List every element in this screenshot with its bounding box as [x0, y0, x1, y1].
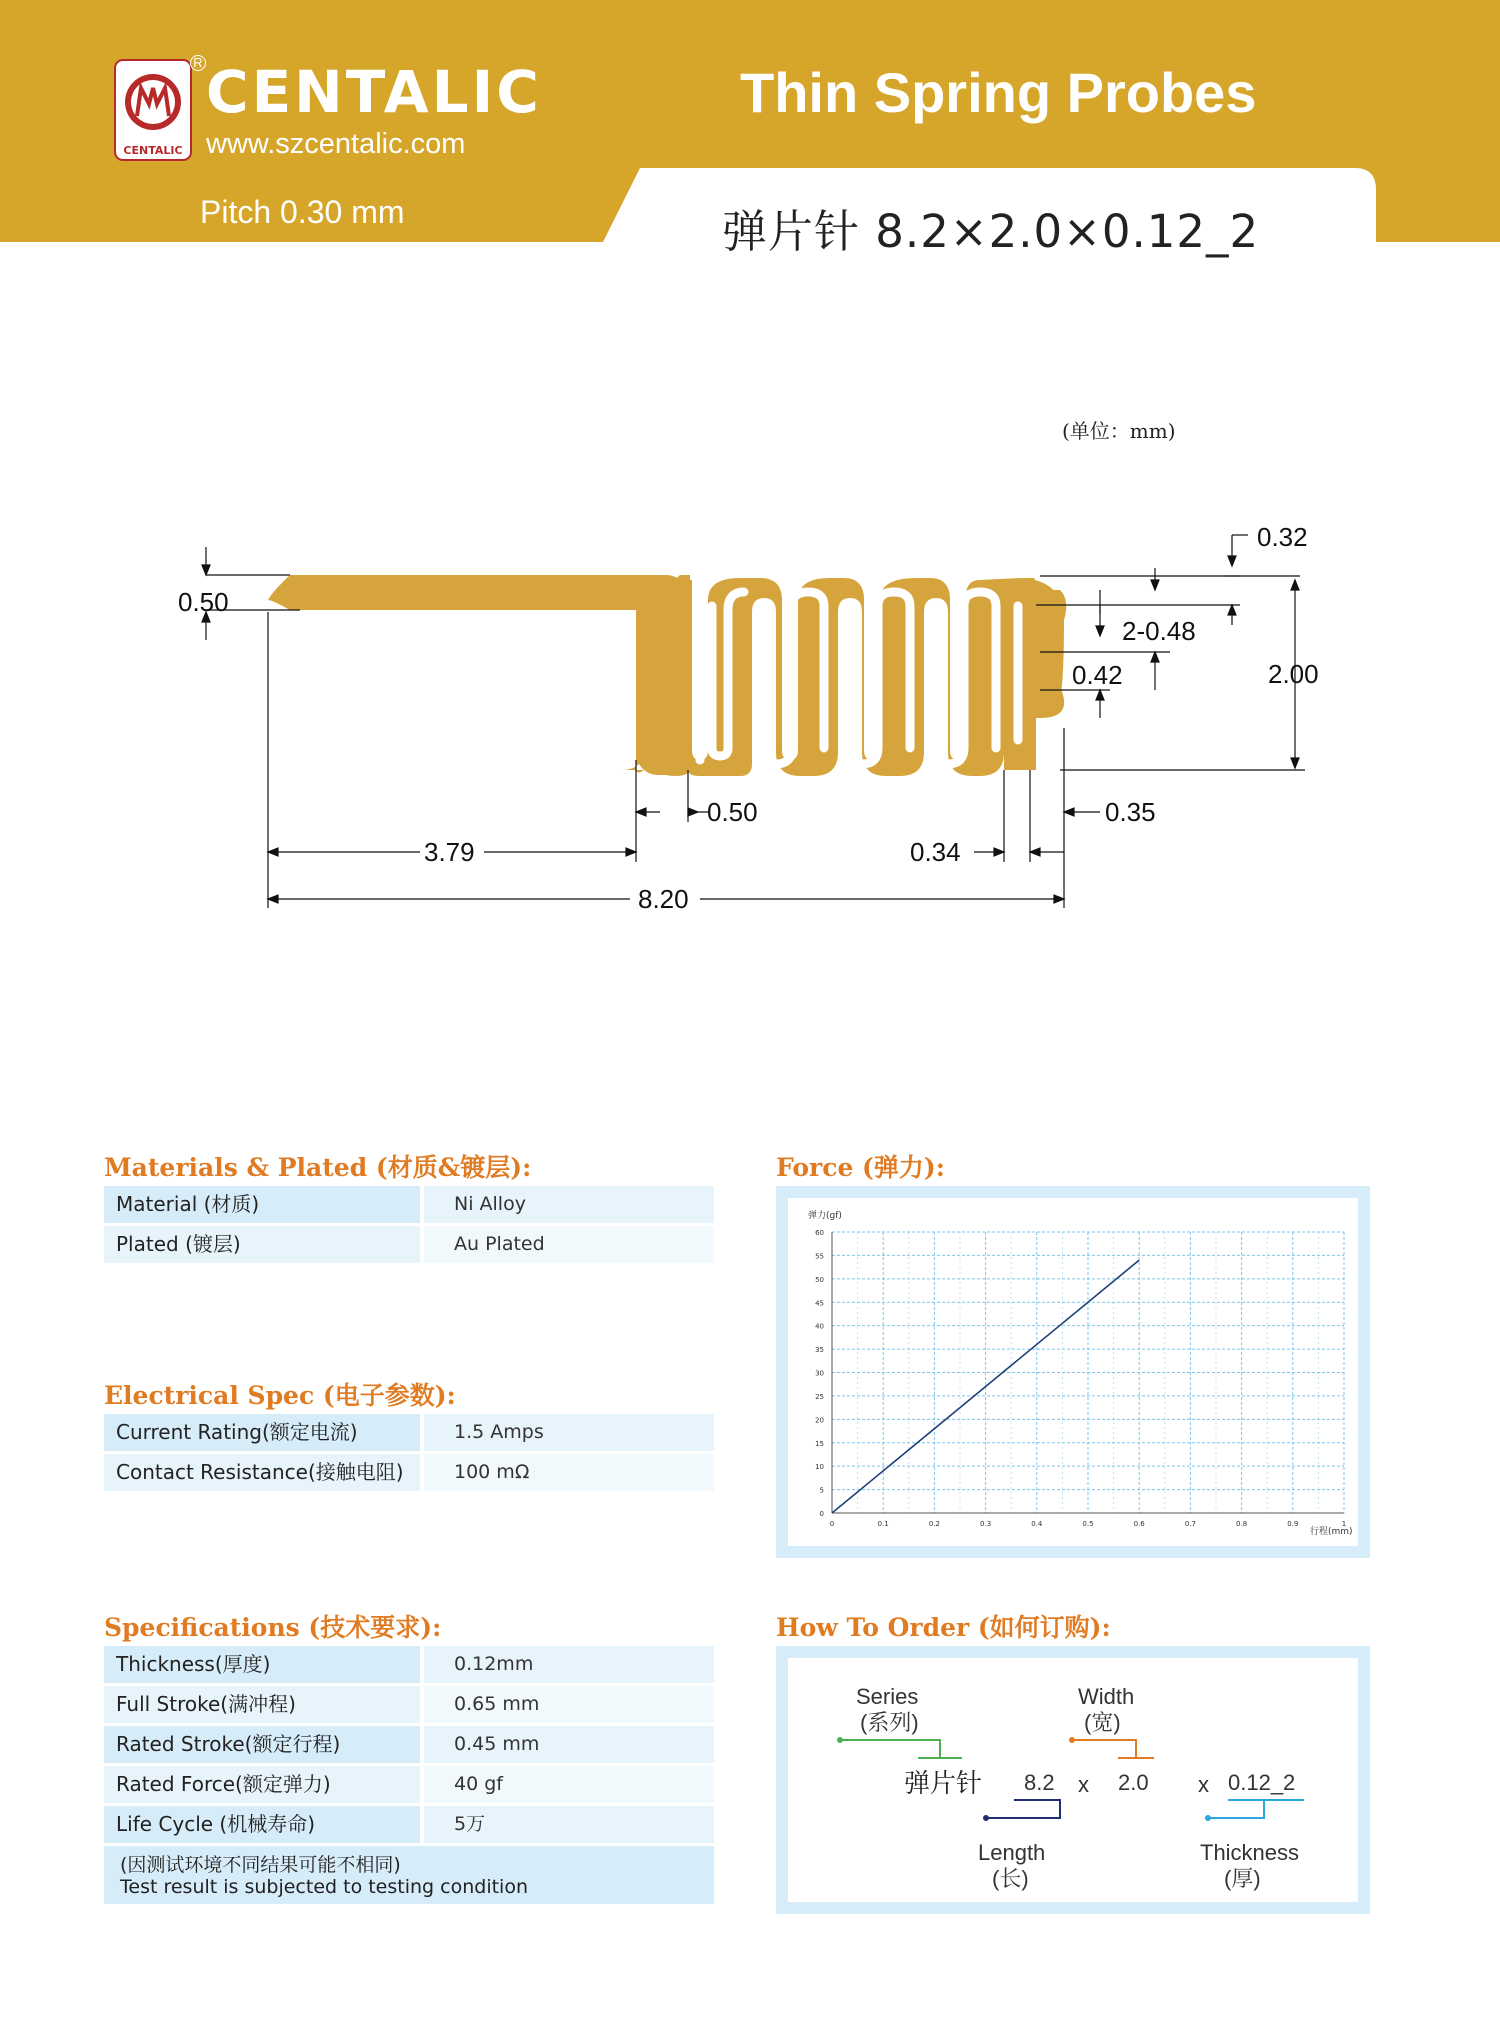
table-row [104, 1646, 714, 1683]
registered-mark: R [190, 55, 206, 71]
order-title: How To Order (如何订购): [776, 1613, 1111, 1642]
dim-leg-width: 0.50 [707, 797, 758, 827]
table-row [104, 1226, 714, 1263]
chart-y-tick: 50 [815, 1275, 824, 1284]
row-label: Rated Stroke(额定行程) [104, 1726, 420, 1763]
materials-table [104, 1186, 714, 1266]
table-row [104, 1806, 714, 1843]
table-row [104, 1766, 714, 1803]
row-value: 1.5 Amps [424, 1414, 714, 1451]
test-condition-note [104, 1846, 714, 1904]
row-value: 40 gf [424, 1766, 714, 1803]
code-thickness: 0.12_2 [1228, 1770, 1296, 1795]
dim-arm-length: 3.79 [424, 837, 475, 867]
table-row [104, 1686, 714, 1723]
chart-y-tick: 55 [815, 1252, 824, 1261]
row-label: Thickness(厚度) [104, 1646, 420, 1683]
thickness-marker [1205, 1815, 1211, 1821]
code-sep-1: x [1078, 1772, 1089, 1797]
code-length: 8.2 [1024, 1770, 1055, 1795]
thickness-cn: (厚) [1224, 1866, 1261, 1891]
dim-tip-height: 0.50 [178, 587, 229, 617]
row-value: 0.65 mm [424, 1686, 714, 1723]
chart-x-tick: 0.6 [1133, 1520, 1145, 1528]
brand-url[interactable]: www.szcentalic.com [206, 128, 466, 160]
row-value: Au Plated [424, 1226, 714, 1263]
dim-end-width: 0.35 [1105, 797, 1156, 827]
specifications-table [104, 1646, 714, 1904]
dim-bump-pitch: 2-0.48 [1122, 616, 1196, 646]
order-area [788, 1658, 1358, 1902]
width-label: Width [1078, 1684, 1135, 1709]
length-cn: (长) [992, 1866, 1029, 1891]
chart-y-tick: 25 [815, 1392, 824, 1401]
dim-total-length: 8.20 [638, 884, 689, 914]
row-value: Ni Alloy [424, 1186, 714, 1223]
chart-y-tick: 5 [819, 1486, 824, 1495]
chart-y-axis-label: 弹力(gf) [808, 1211, 842, 1221]
force-title: Force (弹力): [776, 1153, 945, 1182]
chart-y-tick: 60 [815, 1229, 824, 1237]
note-cn: (因测试环境不同结果可能不相同) [120, 1854, 401, 1876]
chart-y-tick: 0 [819, 1510, 824, 1518]
width-connector [1072, 1740, 1154, 1758]
chart-y-tick: 20 [815, 1416, 824, 1425]
chart-x-tick: 0.8 [1236, 1520, 1248, 1528]
length-marker [983, 1815, 989, 1821]
centalic-logo [113, 58, 193, 162]
probe-body [268, 575, 1066, 776]
chart-x-tick: 1 [1341, 1520, 1347, 1528]
code-width: 2.0 [1118, 1770, 1149, 1795]
chart-y-tick: 35 [815, 1346, 824, 1355]
row-label: Rated Force(额定弹力) [104, 1766, 420, 1803]
chart-x-tick: 0.2 [928, 1520, 940, 1528]
electrical-title: Electrical Spec (电子参数): [104, 1381, 456, 1410]
series-connector [840, 1740, 962, 1758]
chart-x-tick: 0.3 [980, 1520, 992, 1528]
pitch-label: Pitch 0.30 mm [200, 194, 405, 230]
chart-grid [832, 1232, 1344, 1513]
series-label: Series [856, 1684, 919, 1709]
electrical-table [104, 1414, 714, 1494]
width-cn: (宽) [1084, 1710, 1121, 1735]
note-en: Test result is subjected to testing condition [120, 1876, 528, 1898]
dim-top-offset: 0.32 [1257, 522, 1308, 552]
force-chart-panel [776, 1186, 1370, 1558]
chart-x-tick: 0 [829, 1520, 835, 1528]
order-diagram [788, 1658, 1358, 1902]
row-label: Life Cycle (机械寿命) [104, 1806, 420, 1843]
dim-total-height: 2.00 [1268, 659, 1319, 689]
row-value: 5万 [424, 1806, 714, 1843]
page-title: Thin Spring Probes [740, 61, 1257, 124]
row-value: 100 mΩ [424, 1454, 714, 1491]
row-label: Material (材质) [104, 1186, 420, 1223]
chart-ticks [815, 1229, 1346, 1528]
specifications-title: Specifications (技术要求): [104, 1613, 442, 1642]
chart-y-tick: 10 [815, 1463, 824, 1472]
chart-y-tick: 15 [815, 1439, 824, 1448]
row-label: Full Stroke(满冲程) [104, 1686, 420, 1723]
chart-y-tick: 30 [815, 1369, 824, 1378]
chart-x-tick: 0.1 [877, 1520, 889, 1528]
table-row [104, 1414, 714, 1451]
thickness-connector [1208, 1800, 1304, 1818]
code-sep-2: x [1198, 1772, 1209, 1797]
row-value: 0.45 mm [424, 1726, 714, 1763]
row-label: Current Rating(额定电流) [104, 1414, 420, 1451]
length-connector [986, 1800, 1060, 1818]
table-row [104, 1186, 714, 1223]
row-value: 0.12mm [424, 1646, 714, 1683]
length-label: Length [978, 1840, 1046, 1865]
chart-y-tick: 40 [815, 1322, 824, 1331]
chart-x-tick: 0.9 [1287, 1520, 1299, 1528]
model-label: 弹片针 8.2×2.0×0.12_2 [722, 205, 1260, 258]
logo-badge-text: CENTALIC [123, 144, 183, 157]
row-label: Contact Resistance(接触电阻) [104, 1454, 420, 1491]
table-row [104, 1454, 714, 1491]
thickness-label: Thickness [1200, 1840, 1300, 1865]
table-row [104, 1726, 714, 1763]
chart-x-tick: 0.7 [1184, 1520, 1196, 1528]
chart-x-axis-label: 行程(mm) [1310, 1527, 1353, 1537]
row-label: Plated (镀层) [104, 1226, 420, 1263]
code-series: 弹片针 [904, 1769, 983, 1799]
chart-x-tick: 0.4 [1031, 1520, 1043, 1528]
probe-dimension-drawing [0, 500, 1500, 940]
chart-x-tick: 0.5 [1082, 1520, 1094, 1528]
brand-name: CENTALIC [206, 58, 542, 126]
force-chart-area [788, 1198, 1358, 1546]
chart-y-tick: 45 [815, 1299, 824, 1308]
order-panel [776, 1646, 1370, 1914]
unit-note: (单位：mm) [1062, 419, 1176, 443]
dim-end-gap: 0.34 [910, 837, 961, 867]
dim-bump-gap: 0.42 [1072, 660, 1123, 690]
force-chart [788, 1198, 1358, 1546]
materials-title: Materials & Plated (材质&镀层): [104, 1153, 532, 1182]
series-cn: (系列) [860, 1710, 919, 1735]
